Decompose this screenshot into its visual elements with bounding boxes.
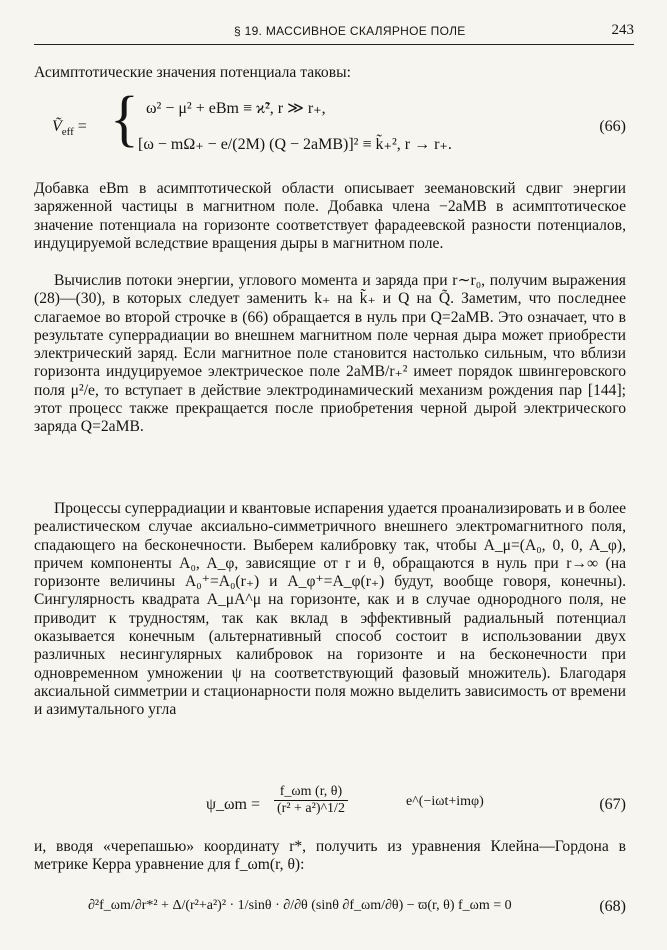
- equation-66: [34, 83, 626, 166]
- eq68-number: (68): [599, 898, 626, 915]
- section-title: § 19. МАССИВНОЕ СКАЛЯРНОЕ ПОЛЕ: [234, 24, 466, 38]
- eq66-line2: [ω − mΩ₊ − e/(2M) (Q − 2aMB)]² ≡ k̃₊², r → r₊.: [138, 136, 452, 153]
- running-header: [34, 22, 634, 45]
- paragraph-3: Процессы суперрадиации и квантовые испарения удается проанализировать и в более реалистическом случае аксиально-симметричного внешнего электромагнитного поля, спадающего на бесконечности. Выберем калибровку так, чтобы A_μ=(A₀, 0, 0, A_φ), причем компоненты A₀, A_φ, зависящие от r и θ, обращаются в нуль при r→∞ (на горизонте величины A₀⁺=A₀(r₊) и A_φ⁺=A_φ(r₊) будут, вообще говоря, конечны). Сингулярность квадрата A_μA^μ на горизонте, как и в случае однородного поля, не приводит к трудностям, так как вклад в эффективный радиальный потенциал оказывается конечным (альтернативный способ состоит в использовании двух различных несингулярных калибровок на горизонте и на бесконечности при одновременном умножении ψ на соответствующий фазовый множитель). Благодаря аксиальной симметрии и стационарности поля можно выделить зависимость от времени и азимутального угла: [34, 500, 626, 719]
- eq67-exponential: e^(−iωt+imφ): [406, 794, 484, 809]
- eq67-denominator: (r² + a²)^1/2: [277, 801, 345, 816]
- eq66-line1: ω² − μ² + eBm ≡ ϰ̃², r ≫ r₊,: [146, 100, 326, 117]
- eq66-brace: {: [110, 83, 139, 153]
- eq66-lhs: Ṽ$_{eff}$ =: [52, 118, 87, 139]
- equation-68: [34, 884, 626, 934]
- eq67-lhs: ψ_ωm =: [206, 796, 261, 813]
- eq67-numerator: f_ωm (r, θ): [274, 784, 348, 801]
- eq67-number: (67): [599, 796, 626, 813]
- paragraph-4: и, вводя «черепашью» координату r*, получить из уравнения Клейна—Гордона в метрике Керра уравнение для f_ωm(r, θ):: [34, 838, 626, 874]
- eq68-body: ∂²f_ωm/∂r*² + Δ/(r²+a²)² · 1/sinθ · ∂/∂θ (sinθ ∂f_ωm/∂θ) − ϖ(r, θ) f_ωm = 0: [88, 898, 512, 913]
- eq66-number: (66): [599, 118, 626, 135]
- eq67-fraction: [274, 784, 348, 817]
- paragraph-1: Добавка eBm в асимптотической области описывает зеемановский сдвиг энергии заряженной частицы в магнитном поле. Добавка члена −2aMB в асимптотическое значение потенциала на горизонте соответствует фарадеевской разности потенциалов, индуцируемой вследствие вращения дыры в магнитном поле.: [34, 180, 626, 252]
- page-number: 243: [611, 22, 634, 38]
- intro-line: Асимптотические значения потенциала таковы:: [34, 64, 351, 81]
- paragraph-2: Вычислив потоки энергии, углового момента и заряда при r∼r₀, получим выражения (28)—(30), в которых следует заменить k₊ на k̃₊ и Q на Q̃. Заметим, что последнее слагаемое во второй строчке в (66) обращается в нуль при Q=2aMB. Это означает, что в результате суперрадиации во внешнем магнитном поле черная дыра может приобрести электрический заряд. Если магнитное поле становится настолько сильным, что вблизи горизонта индуцируемое электрическое поле 2aMB/r₊² имеет порядок швингеровского поля μ²/e, то вступает в действие электродинамический механизм рождения пар [144]; этот процесс также прекращается после приобретения черной дырой электрического заряда Q=2aMB.: [34, 272, 626, 436]
- equation-67: [34, 782, 626, 832]
